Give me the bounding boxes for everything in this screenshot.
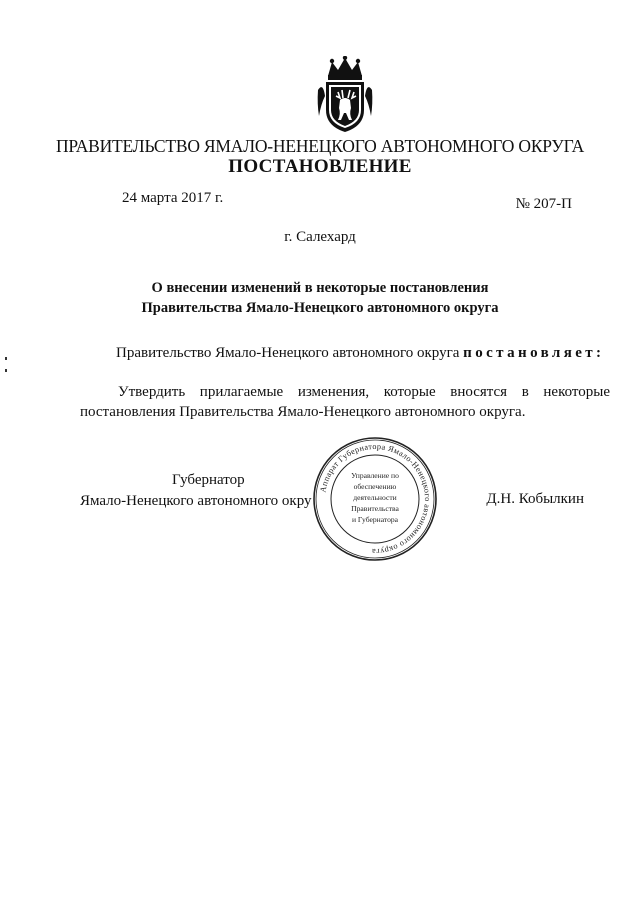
resolution-line-1 — [80, 382, 610, 402]
coat-of-arms-icon — [316, 56, 374, 134]
stamp-center-line: обеспечению — [353, 482, 397, 491]
preamble — [116, 345, 604, 362]
resolution-word: которые — [383, 384, 436, 400]
margin-mark — [5, 369, 7, 372]
document-number: № 207-П — [515, 196, 572, 212]
preamble-text: Правительство Ямало-Ненецкого автономного округа — [116, 345, 460, 361]
document-type: ПОСТАНОВЛЕНИЕ — [228, 156, 412, 177]
signer-name: Д.Н. Кобылкин — [486, 491, 584, 507]
stamp-center-line: Управление по — [351, 471, 399, 480]
stamp-ring-textpath: Аппарат Губернатора Ямало-Ненецкого автономного округа — [318, 441, 433, 557]
resolution-word: изменения, — [297, 384, 370, 400]
official-stamp — [312, 436, 438, 562]
resolution-line-2: постановления Правительства Ямало-Ненецкого автономного округа. — [80, 404, 526, 420]
title-line-1: О внесении изменений в некоторые постановления — [151, 280, 489, 296]
title-line-2: Правительства Ямало-Ненецкого автономного округа — [141, 300, 499, 316]
signer-position — [80, 470, 312, 512]
stamp-center-line: Правительства — [351, 504, 399, 513]
document-title — [0, 278, 640, 318]
stamp-center-line: и Губернатора — [351, 515, 399, 524]
preamble-verb: постановляет: — [463, 345, 605, 361]
document-date: 24 марта 2017 г. — [122, 190, 224, 206]
document-city: г. Салехард — [284, 229, 356, 245]
margin-mark — [5, 357, 7, 360]
resolution-word: прилагаемые — [199, 384, 284, 400]
government-name: ПРАВИТЕЛЬСТВО ЯМАЛО-НЕНЕЦКОГО АВТОНОМНОГО ОКРУГА — [55, 136, 585, 156]
stamp-center-line: деятельности — [353, 493, 397, 502]
signer-position-line-1: Губернатор — [172, 472, 245, 488]
resolution-word: Утвердить — [118, 384, 186, 400]
resolution-word: в — [521, 384, 529, 400]
signer-position-line-2: Ямало-Ненецкого автономного окру — [80, 493, 312, 509]
resolution-word: некоторые — [543, 384, 610, 400]
resolution-word: вносятся — [450, 384, 508, 400]
resolution-paragraph — [80, 382, 610, 422]
